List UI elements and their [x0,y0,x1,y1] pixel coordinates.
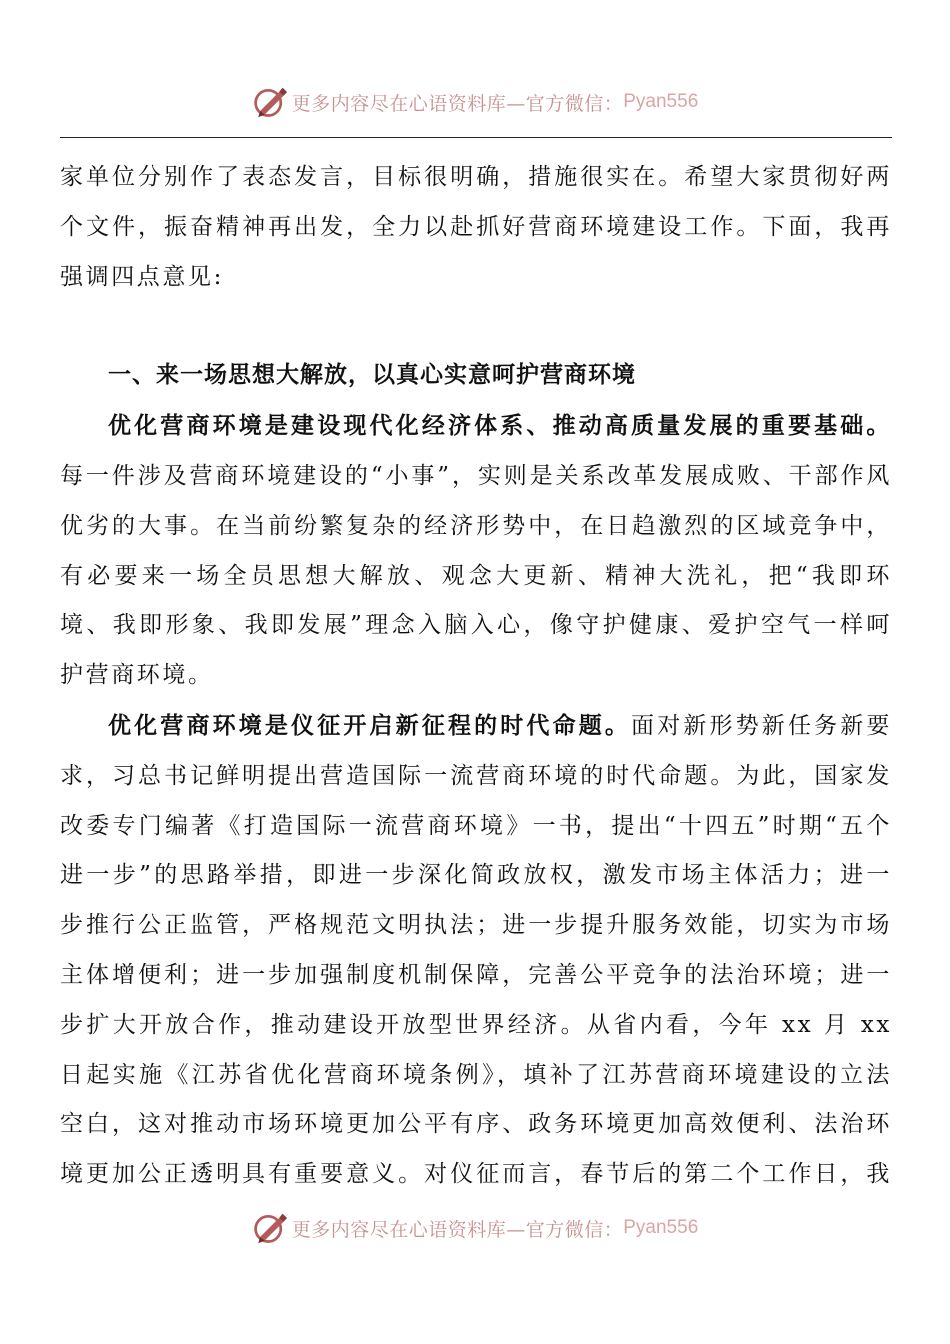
paragraph-2-lead: 优化营商环境是仪征开启新征程的时代命题。 [108,711,632,739]
header-divider [60,137,892,138]
paragraph-spacer [60,302,892,351]
paragraph-1-lead: 优化营商环境是建设现代化经济体系、推动高质量发展的重要基础。 [108,412,892,440]
section-heading: 一、来一场思想大解放，以真心实意呵护营商环境 [108,362,636,389]
paragraph-2 [60,701,892,1200]
paragraph-1-body: 每一件涉及营商环境建设的“小事”，实则是关系改革发展成败、干部作风优劣的大事。在当前纷繁复杂的经济形势中，在日趋激烈的区域竞争中，有必要来一场全员思想大解放、观念大更新、精神大洗礼，把“我即环境、我即形象、我即发展”理念入脑入心，像守护健康、爱护空气一样呵护营商环境。 [60,462,892,689]
document-body [60,153,892,1200]
watermark-text: 更多内容尽在心语资料库—官方微信： [291,1218,624,1241]
pen-logo-icon [252,1210,288,1246]
watermark-wechat-id: Pyan556 [623,91,699,112]
paragraph-1 [60,401,892,701]
intro-paragraph: 家单位分别作了表态发言，目标很明确，措施很实在。希望大家贯彻好两个文件，振奋精神再出发，全力以赴抓好营商环境建设工作。下面，我再强调四点意见: [60,164,892,290]
pen-logo-icon [252,84,288,120]
watermark-text: 更多内容尽在心语资料库—官方微信： [291,92,624,115]
watermark-wechat-id: Pyan556 [623,1217,699,1238]
footer-watermark-banner [0,1208,950,1248]
header-watermark-banner [0,82,950,122]
paragraph-2-body: 面对新形势新任务新要求，习总书记鲜明提出营造国际一流营商环境的时代命题。为此，国家发改委专门编著《打造国际一流营商环境》一书，提出“十四五”时期“五个进一步”的思路举措，即进一步深化简政放权，激发市场主体活力；进一步推行公正监管，严格规范文明执法；进一步提升服务效能，切实为市场主体增便利；进一步加强制度机制保障，完善公平竞争的法治环境；进一步扩大开放合作，推动建设开放型世界经济。从省内看，今年 xx 月 xx 日起实施《江苏省优化营商环境条例》，填补了江苏营商环境建设的立法空白，这对推动市场环境更加公平有序、政务环境更加高效便利、法治环境更加公正透明具有重要意义。对仪征而言，春节后的第二个工作日，我 [60,712,893,1188]
